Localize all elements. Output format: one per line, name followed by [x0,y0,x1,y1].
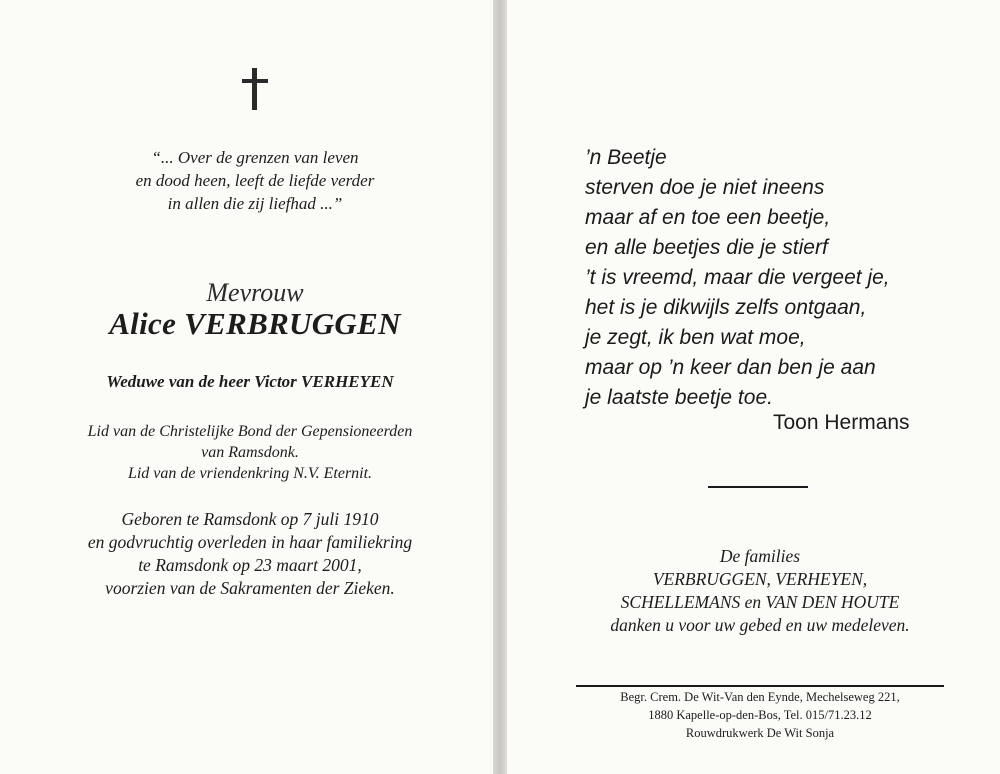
families-line: danken u voor uw gebed en uw medeleven. [610,615,910,635]
birth-death-line: en godvruchtig overleden in haar familiekring [87,532,413,552]
printer-divider [576,685,944,687]
family-thanks [550,545,970,637]
birth-death-info [40,508,460,600]
poem-line: maar af en toe een beetje, [585,206,831,229]
printer-line: Begr. Crem. De Wit-Van den Eynde, Mechelseweg 221, [620,690,900,704]
poem-line: ’n Beetje [585,146,667,169]
poem-line: je zegt, ik ben wat moe, [585,326,806,349]
membership-info [40,421,460,484]
poem-line: je laatste beetje toe. [585,386,773,409]
poem-line: en alle beetjes die je stierf [585,236,828,259]
membership-line: Lid van de vriendenkring N.V. Eternit. [127,465,373,482]
widow-line: Weduwe van de heer Victor VERHEYEN [106,372,394,391]
birth-death-line: voorzien van de Sakramenten der Zieken. [105,578,395,598]
quote-line: “... Over de grenzen van leven [151,148,359,167]
poem-line: sterven doe je niet ineens [585,176,825,199]
printer-line: 1880 Kapelle-op-den-Bos, Tel. 015/71.23.12 [648,708,872,722]
quote-line: en dood heen, leeft de liefde verder [135,171,375,190]
printer-line: Rouwdrukwerk De Wit Sonja [685,726,835,740]
deceased-name: Alice VERBRUGGEN [109,306,401,341]
membership-line: Lid van de Christelijke Bond der Gepensioneerden [87,423,413,440]
poem-line: ’t is vreemd, maar die vergeet je, [585,266,890,289]
birth-death-line: Geboren te Ramsdonk op 7 juli 1910 [121,509,379,529]
poem-author: Toon Hermans [773,411,910,434]
divider [708,486,808,488]
poem-line: maar op ’n keer dan ben je aan [585,356,876,379]
memorial-quote [60,146,450,215]
poem [585,143,890,413]
families-line: SCHELLEMANS en VAN DEN HOUTE [620,592,900,612]
card-fold [493,0,507,774]
membership-line: van Ramsdonk. [201,444,299,461]
birth-death-line: te Ramsdonk op 23 maart 2001, [138,555,362,575]
honorific-title: Mevrouw [206,278,304,307]
families-line: VERBRUGGEN, VERHEYEN, [652,569,868,589]
printer-info [560,688,960,742]
quote-line: in allen die zij liefhad ...” [167,194,343,213]
cross-icon [242,68,268,110]
families-line: De families [719,546,801,566]
poem-line: het is je dikwijls zelfs ontgaan, [585,296,867,319]
